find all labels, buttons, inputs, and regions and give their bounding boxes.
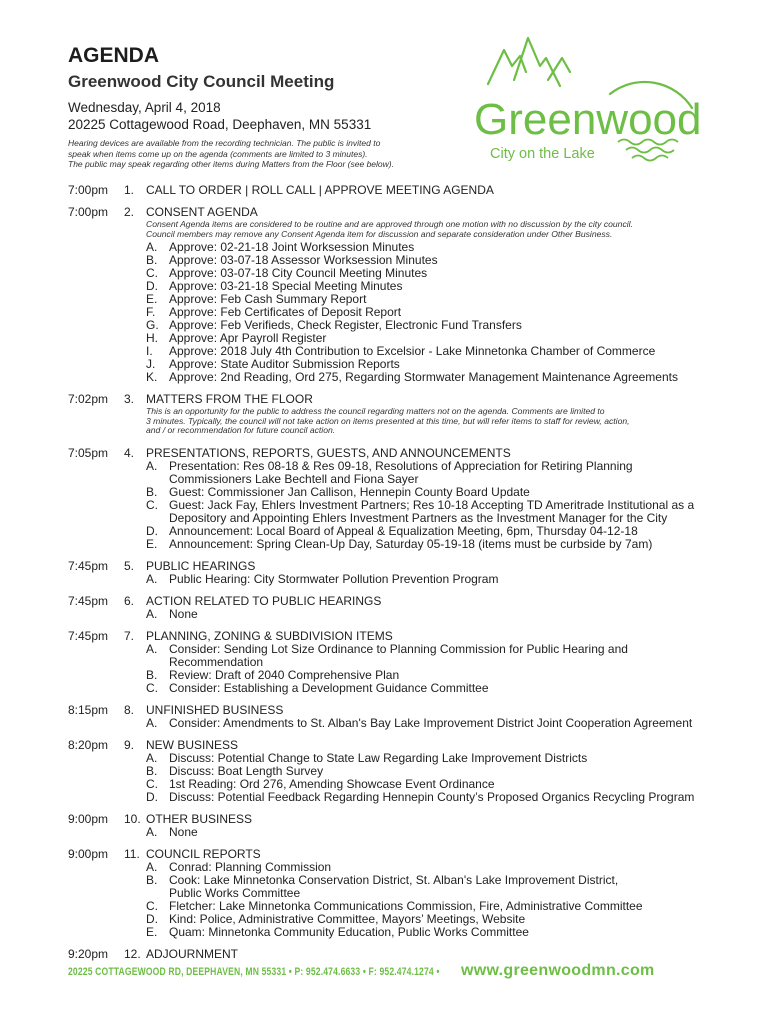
sub-item-letter: D.: [146, 789, 158, 804]
sub-item-letter: A.: [146, 240, 158, 255]
sub-item-line: Fletcher: Lake Minnetonka Communications Commission, Fire, Administrative Committee: [169, 898, 643, 913]
sub-item-line: Recommendation: [169, 654, 264, 669]
sub-item-text: [169, 682, 728, 695]
item-time: 8:20pm: [68, 737, 109, 752]
logo-tagline: City on the Lake: [490, 146, 595, 162]
sub-item-line: Approve: Feb Certificates of Deposit Report: [169, 305, 402, 320]
item-time: 7:00pm: [68, 205, 109, 219]
sub-item-line: Discuss: Potential Feedback Regarding Hennepin County’s Proposed Organics Recycling Program: [169, 789, 695, 804]
meeting-date: Wednesday, April 4, 2018: [68, 100, 221, 115]
sub-item-line: Approve: 03-07-18 Assessor Worksession Minutes: [169, 253, 438, 268]
sub-item-text: [169, 608, 728, 621]
sub-item-line: Public Hearing: City Stormwater Pollution Prevention Program: [169, 571, 499, 586]
item-title: PUBLIC HEARINGS: [146, 558, 256, 573]
agenda-item: [68, 184, 728, 197]
sub-item-line: Consider: Sending Lot Size Ordinance to Planning Commission for Public Hearing and: [169, 641, 628, 656]
item-title: ADJOURNMENT: [146, 946, 238, 961]
item-title: PLANNING, ZONING & SUBDIVISION ITEMS: [146, 628, 393, 643]
sub-item-line: Quam: Minnetonka Community Education, Public Works Committee: [169, 924, 529, 939]
sub-item-letter: A.: [146, 641, 158, 656]
sub-item-letter: C.: [146, 266, 158, 281]
sub-item-letter: D.: [146, 279, 158, 294]
sub-item-line: Depository and Appointing Ehlers Investment Partners as the Investment Manager for the City: [169, 510, 668, 525]
sub-item-line: Approve: Feb Cash Summary Report: [169, 292, 367, 307]
sub-item: [146, 499, 728, 525]
agenda-item-row: [68, 630, 728, 695]
sub-item-letter: H.: [146, 331, 158, 346]
description-line: 3 minutes. Typically, the council will not take action on items presented at this time, but will refer items to staff for review, action,: [146, 415, 630, 426]
agenda-item: [68, 447, 728, 551]
sub-item-line: None: [169, 606, 198, 621]
item-number: 4.: [124, 445, 135, 460]
agenda-item-row: [68, 739, 728, 804]
tree-mountain-icon: [470, 36, 710, 166]
agenda-item-row: [68, 560, 728, 586]
sub-item: [146, 717, 728, 730]
sub-item-letter: D.: [146, 911, 158, 926]
item-content: [146, 393, 728, 438]
agenda-header: [68, 44, 468, 170]
item-number: 2.: [124, 205, 135, 219]
agenda-item-row: [68, 447, 728, 551]
sub-item: [146, 643, 728, 669]
item-title: UNFINISHED BUSINESS: [146, 702, 284, 717]
item-time: 9:00pm: [68, 846, 109, 861]
sub-item-letter: C.: [146, 898, 158, 913]
sub-item-line: Approve: 03-07-18 City Council Meeting Minutes: [169, 266, 428, 281]
item-number: 7.: [124, 628, 135, 643]
item-content: [146, 595, 728, 621]
sub-item-letter: B.: [146, 667, 158, 682]
item-number: 8.: [124, 702, 135, 717]
sub-item-letter: B.: [146, 872, 158, 887]
item-content: [146, 560, 728, 586]
hearing-note: Hearing devices are available from the recording technician. The public is invited to speak when items come up on the agenda (comments are limited to 3 minutes). The public may speak regarding other items during Matters from the Floor (see below).: [68, 138, 394, 169]
item-content: [146, 206, 728, 384]
agenda-item-row: [68, 206, 728, 384]
meeting-address: 20225 Cottagewood Road, Deephaven, MN 55331: [68, 117, 372, 132]
item-title: PRESENTATIONS, REPORTS, GUESTS, AND ANNOUNCEMENTS: [146, 445, 511, 460]
item-title: OTHER BUSINESS: [146, 811, 253, 826]
sub-item-letter: C.: [146, 776, 158, 791]
agenda-list: [68, 184, 728, 970]
sub-item-line: Approve: 2nd Reading, Ord 275, Regarding Stormwater Management Maintenance Agreements: [169, 370, 678, 385]
sub-item-line: Approve: 02-21-18 Joint Worksession Minutes: [169, 240, 415, 255]
sub-item-line: Presentation: Res 08-18 & Res 09-18, Resolutions of Appreciation for Retiring Planning: [169, 458, 633, 473]
sub-item-line: Approve: 03-21-18 Special Meeting Minutes: [169, 279, 403, 294]
sub-item-letter: A.: [146, 750, 158, 765]
sub-item-line: Consider: Establishing a Development Guidance Committee: [169, 680, 489, 695]
agenda-heading: AGENDA: [68, 44, 160, 67]
description-line: This is an opportunity for the public to address the council regarding matters not on the agenda. Comments are limited to: [146, 406, 605, 417]
sub-item-letter: K.: [146, 370, 158, 385]
sub-item: [146, 460, 728, 486]
sub-item-letter: J.: [146, 357, 156, 372]
sub-item-text: [169, 826, 728, 839]
sub-item: [146, 608, 728, 621]
sub-item-text: [169, 499, 728, 525]
sub-item-letter: B.: [146, 763, 158, 778]
sub-item-text: [169, 538, 728, 551]
agenda-item-row: [68, 948, 728, 961]
sub-item-line: Cook: Lake Minnetonka Conservation District, St. Alban's Lake Improvement District,: [169, 872, 619, 887]
sub-item-letter: C.: [146, 497, 158, 512]
agenda-item: [68, 206, 728, 384]
sub-item-line: Discuss: Potential Change to State Law Regarding Lake Improvement Districts: [169, 750, 588, 765]
agenda-item: [68, 595, 728, 621]
agenda-item: [68, 704, 728, 730]
agenda-item-row: [68, 848, 728, 939]
agenda-item: [68, 813, 728, 839]
agenda-item: [68, 848, 728, 939]
sub-item-letter: G.: [146, 318, 159, 333]
sub-item-text: [169, 460, 728, 486]
sub-item-letter: I.: [146, 344, 153, 359]
sub-item-letter: B.: [146, 484, 158, 499]
item-content: [146, 704, 728, 730]
footer: [68, 962, 708, 980]
greenwood-logo: [470, 36, 710, 166]
sub-item-letter: A.: [146, 458, 158, 473]
item-time: 7:45pm: [68, 593, 109, 608]
sub-item-letter: D.: [146, 523, 158, 538]
description-line: and / or recommendation for future council action.: [146, 425, 336, 436]
sub-item-text: [169, 926, 728, 939]
agenda-item-row: [68, 393, 728, 438]
meeting-title: Greenwood City Council Meeting: [68, 72, 335, 91]
item-time: 9:00pm: [68, 811, 109, 826]
sub-item-line: Discuss: Boat Length Survey: [169, 763, 324, 778]
sub-item-line: Announcement: Local Board of Appeal & Equalization Meeting, 6pm, Thursday 04-12-18: [169, 523, 638, 538]
sub-item-letter: C.: [146, 680, 158, 695]
sub-item-line: Guest: Jack Fay, Ehlers Investment Partners; Res 10-18 Accepting TD Ameritrade Institutional as a: [169, 497, 695, 512]
item-number: 9.: [124, 737, 135, 752]
item-description: [146, 220, 728, 239]
agenda-item: [68, 393, 728, 438]
item-time: 7:45pm: [68, 628, 109, 643]
sub-item-line: Commissioners Lake Bechtell and Fiona Sayer: [169, 471, 419, 486]
sub-item-line: Announcement: Spring Clean-Up Day, Saturday 05-19-18 (items must be curbside by 7am): [169, 536, 653, 551]
agenda-item-row: [68, 813, 728, 839]
sub-item-letter: B.: [146, 253, 158, 268]
item-number: 5.: [124, 558, 135, 573]
item-number: 6.: [124, 593, 135, 608]
agenda-item: [68, 948, 728, 961]
sub-item-line: Conrad: Planning Commission: [169, 859, 332, 874]
agenda-item-row: [68, 595, 728, 621]
sub-item: [146, 371, 728, 384]
sub-item-letter: E.: [146, 536, 158, 551]
item-title: CALL TO ORDER | ROLL CALL | APPROVE MEETING AGENDA: [146, 183, 494, 197]
item-number: 1.: [124, 183, 135, 197]
agenda-item: [68, 630, 728, 695]
sub-item: [146, 538, 728, 551]
agenda-item: [68, 560, 728, 586]
item-time: 7:00pm: [68, 183, 109, 197]
sub-item-line: Approve: Apr Payroll Register: [169, 331, 327, 346]
item-number: 11.: [124, 846, 140, 861]
sub-item: [146, 826, 728, 839]
sub-item-text: [169, 573, 728, 586]
agenda-item-row: [68, 184, 728, 197]
sub-item-line: Approve: Feb Verifieds, Check Register, Electronic Fund Transfers: [169, 318, 522, 333]
sub-item-line: Review: Draft of 2040 Comprehensive Plan: [169, 667, 400, 682]
sub-item-text: [169, 791, 728, 804]
sub-item-line: Approve: State Auditor Submission Reports: [169, 357, 400, 372]
sub-item-text: [169, 643, 728, 669]
sub-item: [146, 791, 728, 804]
sub-item-text: [169, 874, 728, 900]
sub-item-line: Public Works Committee: [169, 885, 301, 900]
agenda-item-row: [68, 704, 728, 730]
item-content: [146, 948, 728, 961]
sub-item: [146, 682, 728, 695]
logo-wordmark: Greenwood: [474, 95, 702, 144]
sub-item-line: Kind: Police, Administrative Committee, Mayors’ Meetings, Website: [169, 911, 526, 926]
footer-contact: 20225 COTTAGEWOOD RD, DEEPHAVEN, MN 55331 • P: 952.474.6633 • F: 952.474.1274 •: [68, 966, 440, 978]
sub-item-line: None: [169, 824, 198, 839]
sub-item-letter: E.: [146, 292, 158, 307]
item-time: 7:45pm: [68, 558, 109, 573]
footer-website[interactable]: www.greenwoodmn.com: [461, 962, 655, 979]
item-number: 10.: [124, 811, 141, 826]
item-content: [146, 447, 728, 551]
item-content: [146, 848, 728, 939]
item-time: 9:20pm: [68, 946, 109, 961]
sub-item-text: [169, 717, 728, 730]
item-title: ACTION RELATED TO PUBLIC HEARINGS: [146, 593, 382, 608]
sub-item: [146, 573, 728, 586]
sub-item-letter: A.: [146, 859, 158, 874]
sub-item: [146, 874, 728, 900]
sub-item-letter: A.: [146, 715, 158, 730]
item-title: MATTERS FROM THE FLOOR: [146, 392, 313, 407]
description-line: Council members may remove any Consent Agenda item for discussion and separate consideration under Other Business.: [146, 228, 613, 239]
sub-item-letter: F.: [146, 305, 156, 320]
item-number: 12.: [124, 946, 141, 961]
sub-item-letter: A.: [146, 824, 158, 839]
sub-item: [146, 926, 728, 939]
item-content: [146, 184, 728, 197]
sub-item-text: [169, 371, 728, 384]
description-line: Consent Agenda items are considered to be routine and are approved through one motion with no discussion by the city council.: [146, 219, 633, 229]
sub-item-line: Approve: 2018 July 4th Contribution to Excelsior - Lake Minnetonka Chamber of Commerce: [169, 344, 656, 359]
item-content: [146, 630, 728, 695]
agenda-item: [68, 739, 728, 804]
sub-item-line: 1st Reading: Ord 276, Amending Showcase Event Ordinance: [169, 776, 495, 791]
sub-item-line: Guest: Commissioner Jan Callison, Hennepin County Board Update: [169, 484, 530, 499]
sub-item-letter: A.: [146, 606, 158, 621]
item-time: 7:05pm: [68, 445, 109, 460]
sub-item-line: Consider: Amendments to St. Alban's Bay Lake Improvement District Joint Cooperation Agreement: [169, 715, 693, 730]
item-description: [146, 407, 728, 436]
item-number: 3.: [124, 392, 135, 407]
item-title: CONSENT AGENDA: [146, 205, 258, 219]
sub-item-letter: E.: [146, 924, 158, 939]
item-content: [146, 813, 728, 839]
item-title: COUNCIL REPORTS: [146, 846, 261, 861]
item-title: NEW BUSINESS: [146, 737, 239, 752]
item-time: 8:15pm: [68, 702, 109, 717]
item-content: [146, 739, 728, 804]
sub-item-letter: A.: [146, 571, 158, 586]
item-time: 7:02pm: [68, 392, 109, 407]
